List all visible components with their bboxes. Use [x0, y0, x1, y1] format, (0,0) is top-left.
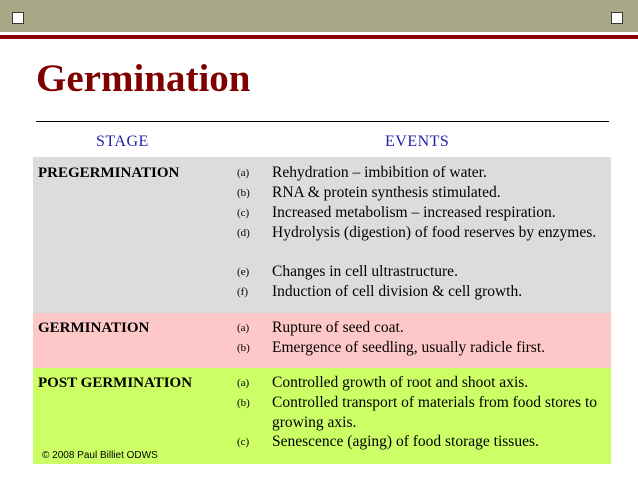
- events-column-header: EVENTS: [385, 133, 450, 150]
- top-bar: [0, 0, 638, 32]
- stage-row-germination: [33, 313, 611, 368]
- event-letter: (b): [237, 397, 250, 409]
- event-text: Senescence (aging) of food storage tissues.: [272, 433, 539, 450]
- event-letter: (f): [237, 286, 248, 298]
- event-letter: (a): [237, 377, 250, 389]
- event-text: Controlled growth of root and shoot axis.: [272, 374, 529, 391]
- event-text: Rupture of seed coat.: [272, 319, 404, 336]
- event-text: Rehydration – imbibition of water.: [272, 164, 487, 181]
- slide-title: Germination: [36, 57, 251, 100]
- event-letter: (d): [237, 227, 250, 239]
- event-letter: (a): [237, 322, 250, 334]
- event-text: RNA & protein synthesis stimulated.: [272, 184, 501, 201]
- event-text: Changes in cell ultrastructure.: [272, 263, 458, 280]
- stage-row-pregermination: [33, 157, 611, 313]
- event-letter: (b): [237, 342, 250, 354]
- stage-name: GERMINATION: [38, 320, 150, 336]
- header-divider: [36, 121, 609, 122]
- event-letter: (c): [237, 207, 250, 219]
- event-letter: (a): [237, 167, 250, 179]
- event-text: Hydrolysis (digestion) of food reserves by enzymes.: [272, 224, 597, 241]
- event-text: Induction of cell division & cell growth.: [272, 283, 523, 300]
- event-text: Emergence of seedling, usually radicle first.: [272, 339, 546, 356]
- stage-column-header: STAGE: [96, 133, 149, 150]
- stage-name: POST GERMINATION: [38, 375, 193, 391]
- event-text: Controlled transport of materials from food stores to growing axis.: [272, 394, 598, 431]
- event-letter: (c): [237, 436, 250, 448]
- copyright-notice: © 2008 Paul Billiet ODWS: [42, 450, 158, 461]
- accent-line: [0, 35, 638, 39]
- corner-square-left: [12, 12, 24, 24]
- event-letter: (b): [237, 187, 250, 199]
- stage-name: PREGERMINATION: [38, 165, 180, 181]
- corner-square-right: [611, 12, 623, 24]
- event-text: Increased metabolism – increased respiration.: [272, 204, 556, 221]
- event-letter: (e): [237, 266, 250, 278]
